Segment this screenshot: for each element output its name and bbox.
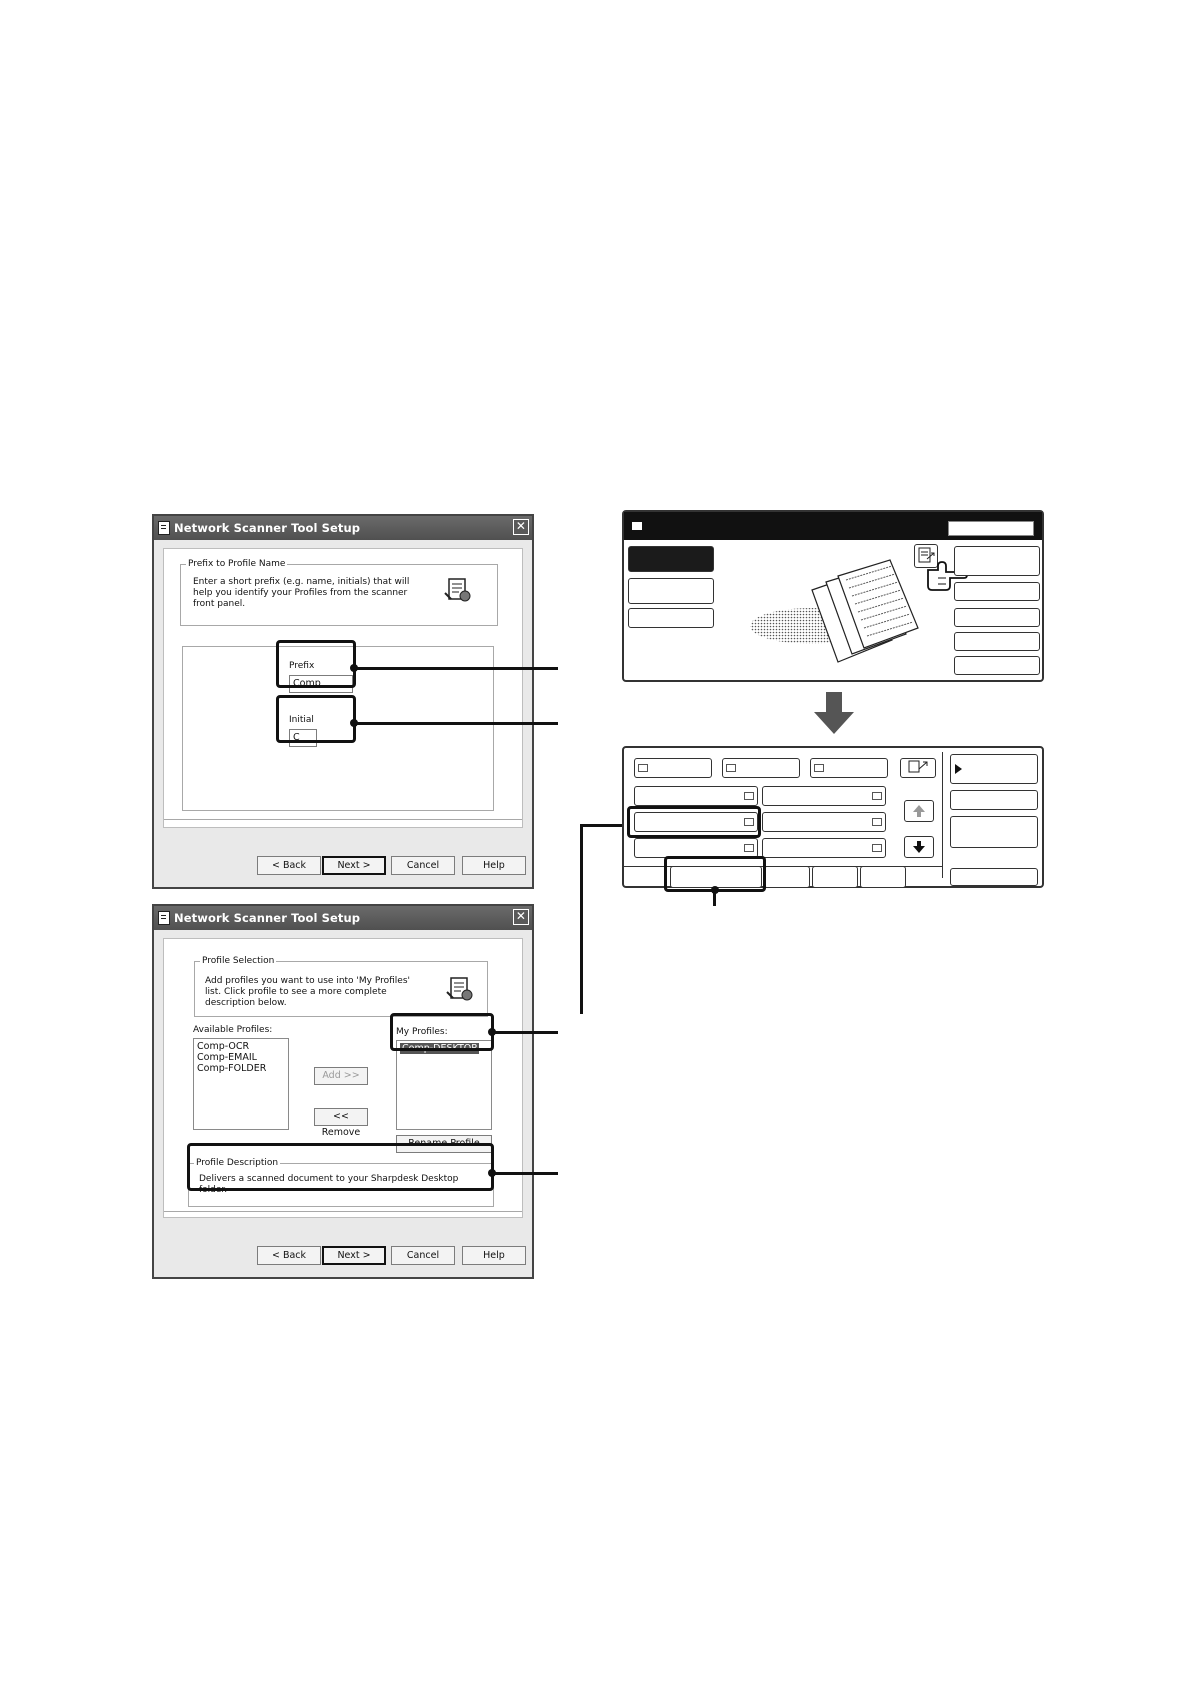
address-entry-2[interactable]	[762, 786, 886, 806]
tab-icon	[814, 764, 824, 772]
mode-button-2[interactable]	[628, 578, 714, 604]
app-icon	[158, 911, 170, 925]
address-entry-1[interactable]	[634, 786, 758, 806]
callout-profile-description	[187, 1143, 494, 1191]
tab-icon	[726, 764, 736, 772]
cancel-button[interactable]: Cancel	[391, 856, 455, 875]
tab-icon	[638, 764, 648, 772]
app-icon	[158, 521, 170, 535]
network-scanner-setup-dialog-profiles	[152, 904, 534, 1279]
entry-icon	[744, 844, 754, 852]
scroll-up-button[interactable]	[904, 800, 934, 822]
back-button[interactable]: < Back	[257, 856, 321, 875]
available-profiles-list[interactable]	[193, 1038, 289, 1130]
initial-input[interactable]: C	[289, 729, 317, 747]
callout-line	[580, 824, 583, 1014]
header-display-box	[948, 521, 1034, 536]
switch-icon	[901, 759, 933, 775]
address-entry-5[interactable]	[634, 838, 758, 858]
setup-wizard-icon	[443, 575, 473, 605]
vertical-divider	[942, 752, 943, 878]
group-description: Enter a short prefix (e.g. name, initials) that will help you identify your Profiles from the scanner front panel.	[193, 577, 410, 609]
close-icon[interactable]: ✕	[513, 519, 529, 535]
scroll-down-button[interactable]	[904, 836, 934, 858]
group-title: Profile Description	[196, 1158, 279, 1168]
bottom-right-button[interactable]	[950, 868, 1038, 886]
entry-icon	[744, 792, 754, 800]
list-item[interactable]: Comp-FOLDER	[197, 1063, 267, 1074]
entry-icon	[872, 792, 882, 800]
setup-wizard-icon	[445, 974, 475, 1004]
callout-my-profiles	[390, 1013, 494, 1051]
next-button[interactable]: Next >	[322, 856, 386, 875]
callout-line	[494, 1172, 558, 1175]
prefix-label: Prefix	[289, 661, 315, 671]
right-button-1[interactable]	[950, 754, 1038, 784]
right-button-2[interactable]	[950, 790, 1038, 810]
arrow-down-icon	[812, 692, 856, 736]
address-entry-4[interactable]	[762, 812, 886, 832]
callout-prefix	[276, 640, 356, 688]
next-button[interactable]: Next >	[322, 1246, 386, 1265]
callout-line	[494, 1031, 558, 1034]
mode-button-3[interactable]	[628, 608, 714, 628]
tab-button-3[interactable]	[810, 758, 888, 778]
profile-selection-group	[194, 956, 488, 1017]
right-button-3[interactable]	[950, 816, 1038, 848]
my-profiles-list[interactable]	[396, 1040, 492, 1130]
prefix-input[interactable]: Comp	[289, 675, 353, 693]
bottom-tab-4[interactable]	[860, 866, 906, 888]
prefix-group	[180, 559, 498, 626]
bottom-tab-2[interactable]	[764, 866, 810, 888]
help-button[interactable]: Help	[462, 1246, 526, 1265]
callout-line	[356, 667, 558, 670]
separator	[164, 819, 522, 820]
scanner-mode-icon	[632, 522, 642, 530]
entry-icon	[872, 818, 882, 826]
tab-button-1[interactable]	[634, 758, 712, 778]
side-button-1[interactable]	[954, 546, 1040, 576]
group-title: Profile Selection	[202, 956, 275, 966]
profile-description-text: Delivers a scanned document to your Sharpdesk Desktop folder.	[199, 1174, 459, 1195]
arrow-up-icon	[905, 801, 933, 821]
side-button-3[interactable]	[954, 608, 1040, 627]
bottom-tab-3[interactable]	[812, 866, 858, 888]
dialog-title: Network Scanner Tool Setup	[174, 911, 361, 925]
arrow-down-icon	[905, 837, 933, 857]
list-item-selected[interactable]: Comp-DESKTOP	[402, 1043, 478, 1054]
available-profiles-label: Available Profiles:	[193, 1025, 273, 1035]
mode-button-1[interactable]	[628, 546, 714, 572]
side-button-5[interactable]	[954, 656, 1040, 675]
callout-line	[713, 890, 716, 906]
dialog-title: Network Scanner Tool Setup	[174, 521, 361, 535]
my-profiles-label: My Profiles:	[396, 1027, 448, 1037]
separator	[164, 1211, 522, 1212]
rename-profile-button[interactable]: Rename Profile	[396, 1135, 492, 1153]
address-entry-6[interactable]	[762, 838, 886, 858]
add-button[interactable]: Add >>	[314, 1067, 368, 1085]
panel-header-bar	[624, 512, 1042, 540]
close-icon[interactable]: ✕	[513, 909, 529, 925]
list-item[interactable]: Comp-EMAIL	[197, 1052, 257, 1063]
group-description: Add profiles you want to use into 'My Profiles' list. Click profile to see a more complete description below.	[205, 976, 410, 1008]
remove-button[interactable]: << Remove	[314, 1108, 368, 1126]
group-title: Prefix to Profile Name	[188, 559, 286, 569]
list-item[interactable]: Comp-OCR	[197, 1041, 250, 1052]
copier-touch-panel-top	[622, 510, 1044, 682]
callout-address-entry	[627, 806, 761, 838]
initial-label: Initial	[289, 715, 314, 725]
tab-button-2[interactable]	[722, 758, 800, 778]
side-button-2[interactable]	[954, 582, 1040, 601]
cancel-button[interactable]: Cancel	[391, 1246, 455, 1265]
callout-line	[580, 824, 628, 827]
entry-icon	[872, 844, 882, 852]
back-button[interactable]: < Back	[257, 1246, 321, 1265]
callout-line	[356, 722, 558, 725]
side-button-4[interactable]	[954, 632, 1040, 651]
play-icon	[954, 763, 964, 775]
scanned-documents-illustration	[742, 550, 922, 670]
dialog-content	[163, 548, 523, 828]
dialog-titlebar	[154, 906, 532, 930]
callout-initial	[276, 695, 356, 743]
help-button[interactable]: Help	[462, 856, 526, 875]
address-switch-icon-button[interactable]	[900, 758, 936, 778]
dialog-titlebar	[154, 516, 532, 540]
